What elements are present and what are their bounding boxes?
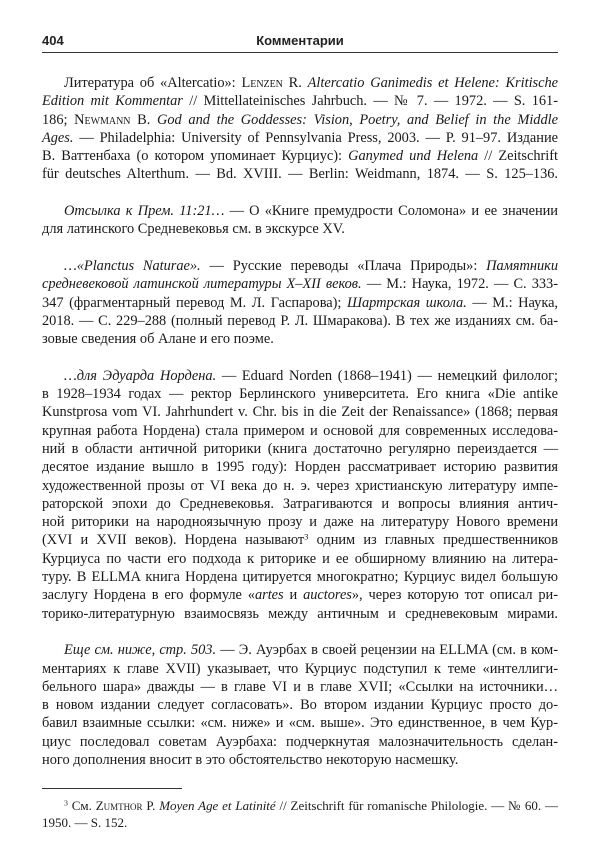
footnote-ref: 3 [304, 531, 309, 542]
text-run: Kunstprosa vom VI. Jahrhundert v. Chr. bis in die Zeit der Renaissance» (1868; первая [42, 404, 558, 421]
page-number: 404 [42, 33, 64, 48]
text-run: десятое издание вышло в 1995 году): Норден рассматривает историю развития [42, 459, 558, 476]
text-run: и [283, 587, 304, 604]
text-run: // Zeitschrift [478, 148, 558, 165]
commentary-paragraph [42, 641, 558, 769]
text-run: одним из главных предшественников [308, 532, 558, 549]
text-run: 186; [42, 111, 75, 128]
text-line [42, 257, 558, 275]
text-run: См. [67, 797, 96, 813]
text-line [42, 330, 558, 348]
footnote-rule [42, 788, 182, 789]
text-run: Курциуса по части его подхода к риторике и ее обширному влиянию на литера- [42, 550, 558, 567]
text-line [42, 165, 558, 183]
italic-run: …для Эдуарда Нордена. [64, 367, 217, 384]
commentary-text [42, 74, 558, 769]
text-line [42, 422, 558, 440]
italic-run: Altercatio Ganimedis et Helene: Kritische [307, 75, 559, 91]
text-run: // Mittellateinisches Jahrbuch. — № 7. — 1972. — S. 161- [182, 93, 558, 110]
text-line [42, 605, 558, 623]
text-line [42, 385, 558, 403]
italic-run: auctores [303, 587, 352, 604]
text-run: Литература об «Altercatio»: [64, 75, 242, 91]
italic-run: Edition mit Kommentar [42, 93, 183, 110]
italic-run: Шартрская школа. [346, 294, 467, 311]
text-run: в 1928–1934 годах — ректор Берлинского университета. Его книга «Die antike [42, 386, 558, 403]
text-line [42, 751, 558, 769]
text-run: ментариях к главе XVII) указывает, что Курциус подступил к теме «интеллиги- [42, 660, 558, 677]
page-body [42, 74, 558, 832]
text-line [42, 312, 558, 330]
text-line [42, 147, 558, 165]
text-run: — М.: Наука, [466, 294, 558, 311]
text-line [42, 220, 558, 238]
footnote [42, 797, 558, 832]
text-run: 1950. — S. 152. [42, 815, 128, 831]
text-line [42, 440, 558, 458]
text-run: циус последовал советам Ауэрбаха: подчеркнутая малозначительность сделан- [42, 733, 558, 750]
header-rule [42, 52, 558, 53]
text-run: », через которую тот описал ри- [351, 587, 558, 604]
text-line [42, 531, 558, 549]
italic-run: Ganymed und Helena [348, 148, 479, 165]
text-line [42, 111, 558, 129]
text-line [42, 403, 558, 421]
text-run: крупная работа Нордена) стала примером и основой для современных исследова- [42, 422, 558, 439]
text-line [42, 294, 558, 312]
text-run: В. Ваттенбаха (о котором упоминает Курциус): [42, 148, 349, 165]
italic-run: Moyen Age et Latinité [159, 797, 276, 813]
text-run: туру. В ELLMA книга Нордена цитируется многократно; Курциус видел большую [42, 569, 558, 586]
italic-run: God and the Goddesses: Vision, Poetry, and Belief in the Middle [157, 111, 558, 128]
text-run: — М.: Наука, 1972. — С. 333- [361, 276, 558, 293]
running-title: Комментарии [256, 33, 344, 48]
commentary-paragraph [42, 202, 558, 239]
text-run: ний в области античной риторики (книга достаточно регулярно переиздается — [42, 440, 558, 457]
text-line [42, 714, 558, 732]
text-line [42, 458, 558, 476]
text-line [42, 477, 558, 495]
italic-run: Еще см. ниже, стр. 503. [64, 642, 217, 659]
text-run: заслугу Нордена в его формуле « [42, 587, 255, 604]
text-line [42, 202, 558, 220]
text-line [42, 568, 558, 586]
text-run: — О «Книге премудрости Соломона» и ее значении [224, 203, 558, 220]
text-run: зовые сведения об Алане и его поэме. [42, 331, 274, 348]
text-line [42, 513, 558, 531]
text-line [42, 641, 558, 659]
text-line [42, 733, 558, 751]
text-run: — Philadelphia: University of Pennsylvania Press, 2003. — P. 91–97. Издание [73, 129, 558, 146]
text-line [42, 275, 558, 293]
text-line [42, 696, 558, 714]
author-name: Zumthor P. [95, 797, 156, 813]
text-line [42, 495, 558, 513]
text-run: раторской эпохи до Средневековья. Затрагиваются и вопросы влияния антич- [42, 495, 558, 512]
text-run: для латинского Средневековья см. в экскурсе XV. [42, 221, 345, 238]
text-line [42, 797, 558, 815]
text-run: — Русские переводы «Плача Природы»: [200, 257, 487, 274]
text-run [150, 112, 157, 128]
text-run: в новом издании следует согласовать». Во втором издании Курциус просто до- [42, 697, 558, 714]
text-line [42, 678, 558, 696]
text-run: бавил взаимные ссылки: «см. ниже» и «см. выше». Это единственное, в чем Кур- [42, 715, 558, 732]
text-line [42, 550, 558, 568]
author-name: Newmann B. [74, 111, 151, 128]
italic-run: Памятники [486, 257, 559, 274]
text-line [42, 586, 558, 604]
italic-run: Отсылка к Прем. 11:21… [64, 203, 225, 220]
text-run: 347 (фрагментарный перевод М. Л. Гаспарова); [42, 294, 347, 311]
page-header [42, 33, 558, 51]
text-run: // Zeitschrift für romanische Philologie. — № 60. — [275, 797, 558, 813]
italic-run: средневековой латинской литературы X–XII веков. [42, 276, 362, 293]
text-run: ного дополнения вносит в это обстоятельство некоторую насмешку. [42, 751, 459, 768]
text-run: (XVI и XVII веков). Нордена называют [42, 532, 305, 549]
commentary-paragraph [42, 257, 558, 348]
text-line [42, 129, 558, 147]
italic-run: artes [254, 587, 284, 604]
text-run: 2018. — С. 229–288 (полный перевод Р. Л. Шмаракова). В тех же изданиях см. ба- [42, 312, 558, 329]
commentary-paragraph [42, 367, 558, 623]
text-run: художественной прозы от VI века до н. э. через христианскую литературу импе- [42, 477, 558, 494]
text-run: торико-литературную взаимосвязь между античным и средневековым мирами. [42, 605, 558, 622]
commentary-paragraph [42, 74, 558, 184]
footnote-ref: 3 [64, 798, 68, 808]
text-run: für deutsches Alterthum. — Bd. XVIII. — Berlin: Weidmann, 1874. — S. 125–136. [42, 166, 558, 183]
italic-run: Ages. [42, 129, 74, 146]
text-line [42, 92, 558, 110]
text-run: — Eduard Norden (1868–1941) — немецкий филолог; [216, 367, 558, 384]
italic-run: …«Planctus Naturae». [64, 257, 201, 274]
text-line [42, 367, 558, 385]
text-line [42, 660, 558, 678]
text-line [42, 74, 558, 92]
text-run: бельного шара» дважды — в главе VI и в главе XVII; «Ссылки на источники… [42, 678, 558, 695]
author-name: Lenzen R. [241, 75, 302, 91]
text-run: — Э. Ауэрбах в своей рецензии на ELLMA (см. в ком- [216, 642, 558, 659]
text-line [42, 814, 558, 832]
text-run: ной риторики на народноязычную прозу и даже на литературу Нового времени [42, 514, 558, 531]
